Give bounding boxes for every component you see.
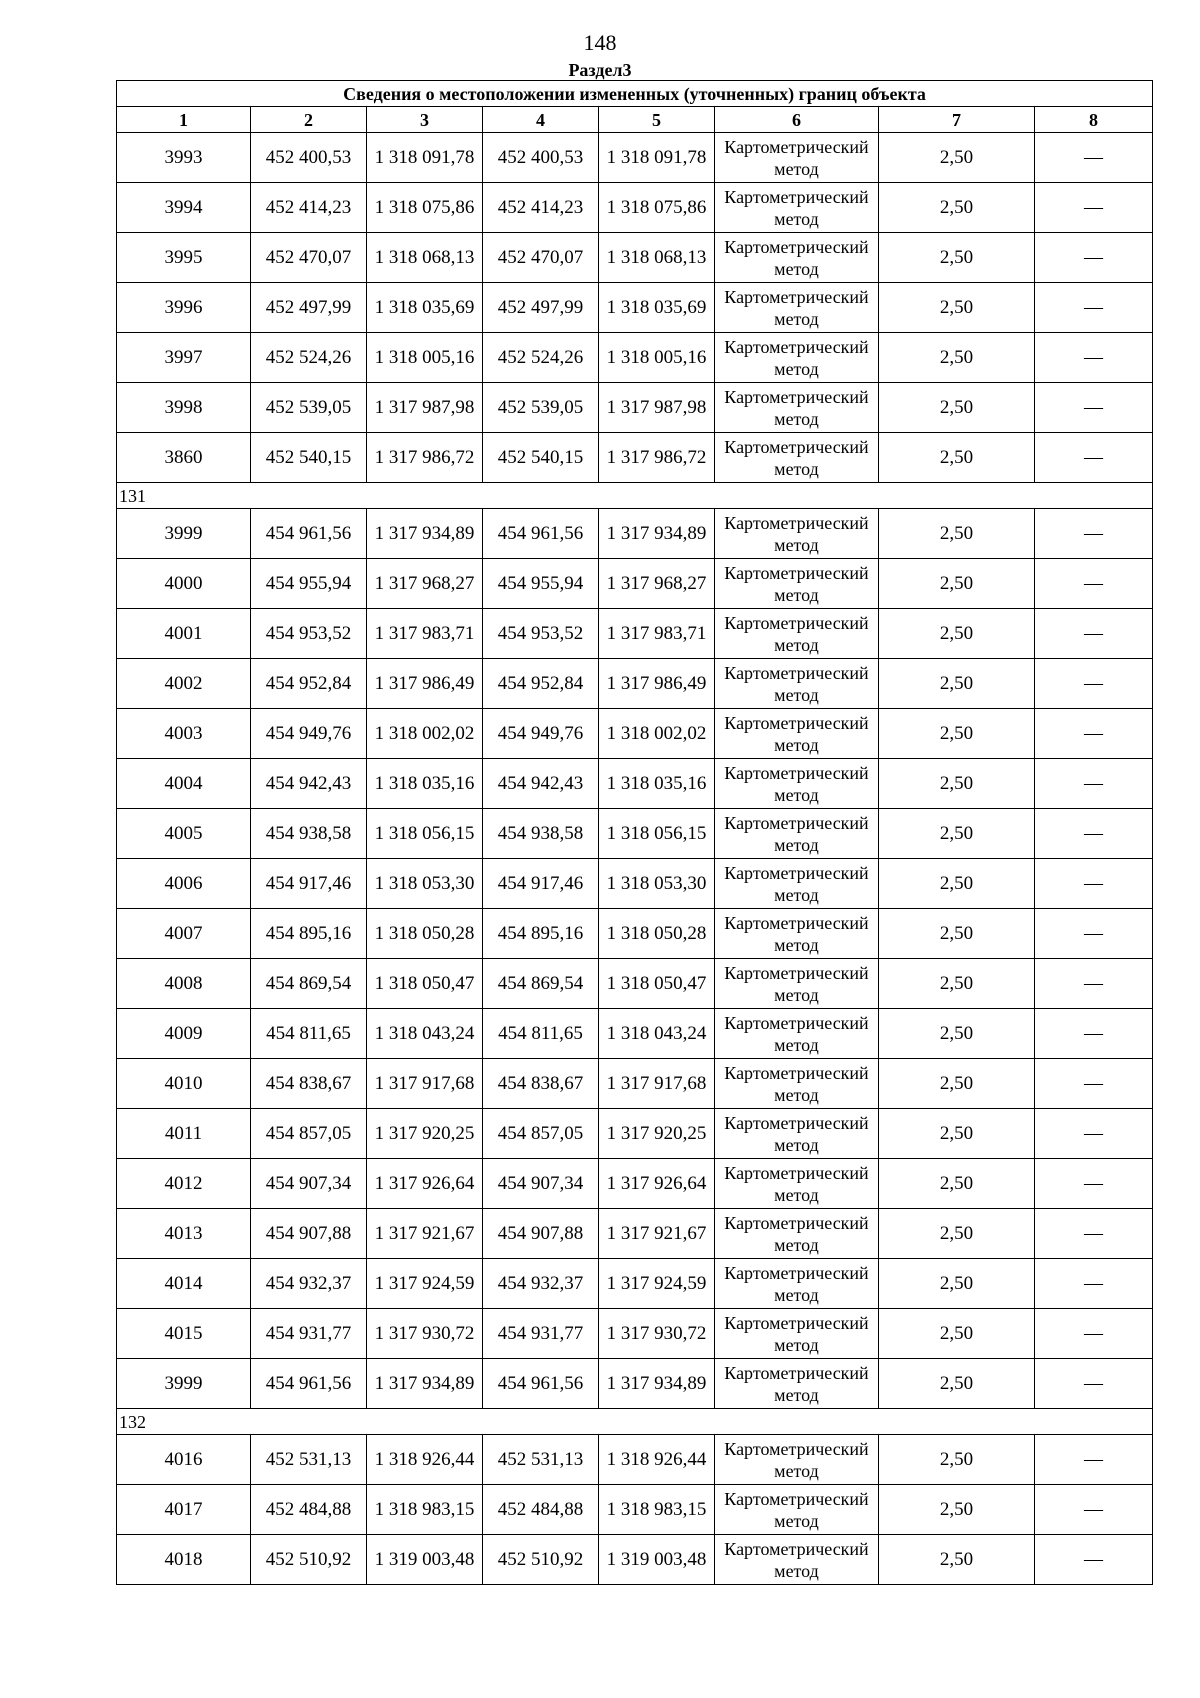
y-coordinate-new: 1 318 002,02 xyxy=(599,709,715,759)
column-number: 1 xyxy=(117,107,251,133)
table-row xyxy=(117,1535,1153,1585)
y-coordinate-old: 1 318 983,15 xyxy=(367,1485,483,1535)
y-coordinate-new: 1 317 930,72 xyxy=(599,1309,715,1359)
accuracy: 2,50 xyxy=(879,383,1035,433)
y-coordinate-new: 1 317 917,68 xyxy=(599,1059,715,1109)
x-coordinate-new: 452 400,53 xyxy=(483,133,599,183)
x-coordinate-old: 454 953,52 xyxy=(251,609,367,659)
y-coordinate-new: 1 317 934,89 xyxy=(599,1359,715,1409)
table-row xyxy=(117,1359,1153,1409)
point-number: 3999 xyxy=(117,509,251,559)
accuracy: 2,50 xyxy=(879,959,1035,1009)
y-coordinate-new: 1 318 053,30 xyxy=(599,859,715,909)
y-coordinate-old: 1 317 986,49 xyxy=(367,659,483,709)
contour-group-row xyxy=(117,483,1153,509)
y-coordinate-old: 1 317 930,72 xyxy=(367,1309,483,1359)
x-coordinate-new: 452 497,99 xyxy=(483,283,599,333)
point-number: 4000 xyxy=(117,559,251,609)
x-coordinate-new: 452 470,07 xyxy=(483,233,599,283)
table-row xyxy=(117,909,1153,959)
y-coordinate-new: 1 317 983,71 xyxy=(599,609,715,659)
y-coordinate-new: 1 318 075,86 xyxy=(599,183,715,233)
x-coordinate-new: 452 540,15 xyxy=(483,433,599,483)
y-coordinate-new: 1 317 921,67 xyxy=(599,1209,715,1259)
accuracy: 2,50 xyxy=(879,709,1035,759)
x-coordinate-old: 454 907,34 xyxy=(251,1159,367,1209)
x-coordinate-old: 454 838,67 xyxy=(251,1059,367,1109)
description: — xyxy=(1035,183,1153,233)
x-coordinate-old: 454 949,76 xyxy=(251,709,367,759)
accuracy: 2,50 xyxy=(879,233,1035,283)
description: — xyxy=(1035,1435,1153,1485)
table-row xyxy=(117,859,1153,909)
y-coordinate-old: 1 317 968,27 xyxy=(367,559,483,609)
table-row xyxy=(117,609,1153,659)
accuracy: 2,50 xyxy=(879,333,1035,383)
y-coordinate-new: 1 317 926,64 xyxy=(599,1159,715,1209)
description: — xyxy=(1035,509,1153,559)
x-coordinate-new: 452 524,26 xyxy=(483,333,599,383)
accuracy: 2,50 xyxy=(879,609,1035,659)
point-number: 4010 xyxy=(117,1059,251,1109)
point-number: 3994 xyxy=(117,183,251,233)
y-coordinate-new: 1 318 050,47 xyxy=(599,959,715,1009)
x-coordinate-new: 454 869,54 xyxy=(483,959,599,1009)
point-number: 3997 xyxy=(117,333,251,383)
y-coordinate-old: 1 318 926,44 xyxy=(367,1435,483,1485)
accuracy: 2,50 xyxy=(879,759,1035,809)
y-coordinate-new: 1 317 924,59 xyxy=(599,1259,715,1309)
point-number: 4016 xyxy=(117,1435,251,1485)
description: — xyxy=(1035,1535,1153,1585)
point-number: 4014 xyxy=(117,1259,251,1309)
x-coordinate-old: 452 414,23 xyxy=(251,183,367,233)
y-coordinate-new: 1 318 035,16 xyxy=(599,759,715,809)
table-caption: Сведения о местоположении измененных (уточненных) границ объекта xyxy=(117,81,1153,107)
point-number: 4017 xyxy=(117,1485,251,1535)
method: Картометрический метод xyxy=(715,433,879,483)
x-coordinate-old: 454 955,94 xyxy=(251,559,367,609)
column-number: 6 xyxy=(715,107,879,133)
point-number: 4015 xyxy=(117,1309,251,1359)
point-number: 4018 xyxy=(117,1535,251,1585)
point-number: 3995 xyxy=(117,233,251,283)
column-number: 2 xyxy=(251,107,367,133)
y-coordinate-old: 1 317 920,25 xyxy=(367,1109,483,1159)
accuracy: 2,50 xyxy=(879,1209,1035,1259)
x-coordinate-new: 454 907,34 xyxy=(483,1159,599,1209)
description: — xyxy=(1035,659,1153,709)
accuracy: 2,50 xyxy=(879,809,1035,859)
point-number: 4013 xyxy=(117,1209,251,1259)
y-coordinate-old: 1 318 050,47 xyxy=(367,959,483,1009)
table-row xyxy=(117,1159,1153,1209)
description: — xyxy=(1035,809,1153,859)
y-coordinate-new: 1 317 986,49 xyxy=(599,659,715,709)
table-row xyxy=(117,1259,1153,1309)
method: Картометрический метод xyxy=(715,1159,879,1209)
table-row xyxy=(117,809,1153,859)
y-coordinate-new: 1 318 050,28 xyxy=(599,909,715,959)
column-number: 7 xyxy=(879,107,1035,133)
table-row xyxy=(117,759,1153,809)
x-coordinate-old: 454 907,88 xyxy=(251,1209,367,1259)
table-row xyxy=(117,1109,1153,1159)
method: Картометрический метод xyxy=(715,1059,879,1109)
table-row xyxy=(117,1485,1153,1535)
y-coordinate-new: 1 319 003,48 xyxy=(599,1535,715,1585)
x-coordinate-new: 454 955,94 xyxy=(483,559,599,609)
x-coordinate-old: 454 931,77 xyxy=(251,1309,367,1359)
description: — xyxy=(1035,959,1153,1009)
description: — xyxy=(1035,233,1153,283)
table-row xyxy=(117,383,1153,433)
description: — xyxy=(1035,1109,1153,1159)
table-row xyxy=(117,333,1153,383)
point-number: 3996 xyxy=(117,283,251,333)
x-coordinate-old: 452 497,99 xyxy=(251,283,367,333)
accuracy: 2,50 xyxy=(879,509,1035,559)
table-row xyxy=(117,1209,1153,1259)
x-coordinate-old: 452 484,88 xyxy=(251,1485,367,1535)
point-number: 4011 xyxy=(117,1109,251,1159)
y-coordinate-new: 1 318 926,44 xyxy=(599,1435,715,1485)
y-coordinate-new: 1 317 934,89 xyxy=(599,509,715,559)
x-coordinate-new: 454 938,58 xyxy=(483,809,599,859)
accuracy: 2,50 xyxy=(879,1009,1035,1059)
description: — xyxy=(1035,1359,1153,1409)
accuracy: 2,50 xyxy=(879,133,1035,183)
y-coordinate-old: 1 318 056,15 xyxy=(367,809,483,859)
y-coordinate-old: 1 318 053,30 xyxy=(367,859,483,909)
x-coordinate-new: 454 907,88 xyxy=(483,1209,599,1259)
method: Картометрический метод xyxy=(715,233,879,283)
x-coordinate-new: 452 510,92 xyxy=(483,1535,599,1585)
accuracy: 2,50 xyxy=(879,1059,1035,1109)
point-number: 4008 xyxy=(117,959,251,1009)
table-row xyxy=(117,509,1153,559)
y-coordinate-old: 1 318 002,02 xyxy=(367,709,483,759)
y-coordinate-new: 1 317 920,25 xyxy=(599,1109,715,1159)
y-coordinate-new: 1 318 005,16 xyxy=(599,333,715,383)
point-number: 4003 xyxy=(117,709,251,759)
description: — xyxy=(1035,709,1153,759)
x-coordinate-new: 454 895,16 xyxy=(483,909,599,959)
point-number: 3999 xyxy=(117,1359,251,1409)
method: Картометрический метод xyxy=(715,659,879,709)
description: — xyxy=(1035,1059,1153,1109)
method: Картометрический метод xyxy=(715,1435,879,1485)
accuracy: 2,50 xyxy=(879,1359,1035,1409)
x-coordinate-new: 454 838,67 xyxy=(483,1059,599,1109)
coordinates-table xyxy=(116,80,1153,1585)
x-coordinate-old: 454 932,37 xyxy=(251,1259,367,1309)
y-coordinate-old: 1 317 934,89 xyxy=(367,509,483,559)
accuracy: 2,50 xyxy=(879,1435,1035,1485)
point-number: 3993 xyxy=(117,133,251,183)
y-coordinate-old: 1 317 921,67 xyxy=(367,1209,483,1259)
y-coordinate-old: 1 317 983,71 xyxy=(367,609,483,659)
table-row xyxy=(117,233,1153,283)
y-coordinate-new: 1 318 068,13 xyxy=(599,233,715,283)
x-coordinate-new: 452 531,13 xyxy=(483,1435,599,1485)
y-coordinate-old: 1 318 035,69 xyxy=(367,283,483,333)
point-number: 4009 xyxy=(117,1009,251,1059)
x-coordinate-old: 452 540,15 xyxy=(251,433,367,483)
method: Картометрический метод xyxy=(715,759,879,809)
y-coordinate-old: 1 317 987,98 xyxy=(367,383,483,433)
x-coordinate-old: 454 961,56 xyxy=(251,1359,367,1409)
y-coordinate-new: 1 318 056,15 xyxy=(599,809,715,859)
x-coordinate-new: 454 961,56 xyxy=(483,509,599,559)
y-coordinate-old: 1 317 924,59 xyxy=(367,1259,483,1309)
method: Картометрический метод xyxy=(715,133,879,183)
table-row xyxy=(117,659,1153,709)
y-coordinate-new: 1 318 035,69 xyxy=(599,283,715,333)
table-row xyxy=(117,183,1153,233)
section-title: Раздел3 xyxy=(568,60,632,80)
x-coordinate-old: 452 510,92 xyxy=(251,1535,367,1585)
description: — xyxy=(1035,283,1153,333)
method: Картометрический метод xyxy=(715,1009,879,1059)
accuracy: 2,50 xyxy=(879,1259,1035,1309)
y-coordinate-old: 1 317 986,72 xyxy=(367,433,483,483)
table-body xyxy=(117,81,1153,1585)
x-coordinate-old: 452 531,13 xyxy=(251,1435,367,1485)
table-caption-row xyxy=(117,81,1153,107)
method: Картометрический метод xyxy=(715,1309,879,1359)
method: Картометрический метод xyxy=(715,283,879,333)
column-number: 5 xyxy=(599,107,715,133)
table-row xyxy=(117,709,1153,759)
method: Картометрический метод xyxy=(715,183,879,233)
accuracy: 2,50 xyxy=(879,1485,1035,1535)
point-number: 4007 xyxy=(117,909,251,959)
method: Картометрический метод xyxy=(715,859,879,909)
description: — xyxy=(1035,1209,1153,1259)
y-coordinate-old: 1 317 917,68 xyxy=(367,1059,483,1109)
x-coordinate-new: 452 414,23 xyxy=(483,183,599,233)
column-number: 8 xyxy=(1035,107,1153,133)
accuracy: 2,50 xyxy=(879,659,1035,709)
description: — xyxy=(1035,1009,1153,1059)
description: — xyxy=(1035,433,1153,483)
table-row xyxy=(117,433,1153,483)
table-row xyxy=(117,1059,1153,1109)
x-coordinate-new: 454 931,77 xyxy=(483,1309,599,1359)
description: — xyxy=(1035,1259,1153,1309)
method: Картометрический метод xyxy=(715,609,879,659)
x-coordinate-old: 454 857,05 xyxy=(251,1109,367,1159)
y-coordinate-old: 1 318 075,86 xyxy=(367,183,483,233)
x-coordinate-new: 454 932,37 xyxy=(483,1259,599,1309)
point-number: 4012 xyxy=(117,1159,251,1209)
x-coordinate-old: 452 524,26 xyxy=(251,333,367,383)
point-number: 4006 xyxy=(117,859,251,909)
method: Картометрический метод xyxy=(715,1209,879,1259)
description: — xyxy=(1035,559,1153,609)
description: — xyxy=(1035,1309,1153,1359)
method: Картометрический метод xyxy=(715,1109,879,1159)
accuracy: 2,50 xyxy=(879,859,1035,909)
x-coordinate-new: 454 942,43 xyxy=(483,759,599,809)
y-coordinate-old: 1 317 934,89 xyxy=(367,1359,483,1409)
table-row xyxy=(117,959,1153,1009)
method: Картометрический метод xyxy=(715,559,879,609)
x-coordinate-new: 452 484,88 xyxy=(483,1485,599,1535)
y-coordinate-new: 1 318 091,78 xyxy=(599,133,715,183)
point-number: 4004 xyxy=(117,759,251,809)
accuracy: 2,50 xyxy=(879,559,1035,609)
accuracy: 2,50 xyxy=(879,1159,1035,1209)
description: — xyxy=(1035,333,1153,383)
description: — xyxy=(1035,609,1153,659)
method: Картометрический метод xyxy=(715,1535,879,1585)
contour-number: 131 xyxy=(117,483,1153,509)
y-coordinate-old: 1 318 005,16 xyxy=(367,333,483,383)
x-coordinate-new: 454 953,52 xyxy=(483,609,599,659)
method: Картометрический метод xyxy=(715,383,879,433)
method: Картометрический метод xyxy=(715,1485,879,1535)
y-coordinate-new: 1 318 043,24 xyxy=(599,1009,715,1059)
accuracy: 2,50 xyxy=(879,283,1035,333)
column-number: 4 xyxy=(483,107,599,133)
description: — xyxy=(1035,383,1153,433)
x-coordinate-new: 454 857,05 xyxy=(483,1109,599,1159)
method: Картометрический метод xyxy=(715,333,879,383)
x-coordinate-new: 454 952,84 xyxy=(483,659,599,709)
table-row xyxy=(117,1309,1153,1359)
x-coordinate-old: 454 895,16 xyxy=(251,909,367,959)
y-coordinate-old: 1 318 050,28 xyxy=(367,909,483,959)
accuracy: 2,50 xyxy=(879,1535,1035,1585)
y-coordinate-new: 1 317 986,72 xyxy=(599,433,715,483)
accuracy: 2,50 xyxy=(879,1109,1035,1159)
point-number: 3860 xyxy=(117,433,251,483)
point-number: 4002 xyxy=(117,659,251,709)
description: — xyxy=(1035,1159,1153,1209)
x-coordinate-new: 454 917,46 xyxy=(483,859,599,909)
table-row xyxy=(117,133,1153,183)
method: Картометрический метод xyxy=(715,509,879,559)
y-coordinate-old: 1 318 068,13 xyxy=(367,233,483,283)
description: — xyxy=(1035,1485,1153,1535)
point-number: 3998 xyxy=(117,383,251,433)
contour-group-row xyxy=(117,1409,1153,1435)
y-coordinate-new: 1 317 987,98 xyxy=(599,383,715,433)
accuracy: 2,50 xyxy=(879,433,1035,483)
x-coordinate-old: 454 869,54 xyxy=(251,959,367,1009)
table-row xyxy=(117,1009,1153,1059)
accuracy: 2,50 xyxy=(879,183,1035,233)
column-number-row xyxy=(117,107,1153,133)
x-coordinate-old: 454 938,58 xyxy=(251,809,367,859)
column-number: 3 xyxy=(367,107,483,133)
accuracy: 2,50 xyxy=(879,909,1035,959)
contour-number: 132 xyxy=(117,1409,1153,1435)
table-row xyxy=(117,559,1153,609)
x-coordinate-old: 454 811,65 xyxy=(251,1009,367,1059)
x-coordinate-old: 454 942,43 xyxy=(251,759,367,809)
x-coordinate-old: 454 961,56 xyxy=(251,509,367,559)
page-number: 148 xyxy=(583,30,617,55)
table-row xyxy=(117,1435,1153,1485)
x-coordinate-new: 454 949,76 xyxy=(483,709,599,759)
y-coordinate-old: 1 318 043,24 xyxy=(367,1009,483,1059)
x-coordinate-new: 454 961,56 xyxy=(483,1359,599,1409)
accuracy: 2,50 xyxy=(879,1309,1035,1359)
table-row xyxy=(117,283,1153,333)
method: Картометрический метод xyxy=(715,959,879,1009)
x-coordinate-new: 452 539,05 xyxy=(483,383,599,433)
method: Картометрический метод xyxy=(715,909,879,959)
point-number: 4001 xyxy=(117,609,251,659)
x-coordinate-old: 454 952,84 xyxy=(251,659,367,709)
y-coordinate-old: 1 319 003,48 xyxy=(367,1535,483,1585)
y-coordinate-old: 1 317 926,64 xyxy=(367,1159,483,1209)
x-coordinate-new: 454 811,65 xyxy=(483,1009,599,1059)
point-number: 4005 xyxy=(117,809,251,859)
description: — xyxy=(1035,859,1153,909)
method: Картометрический метод xyxy=(715,709,879,759)
y-coordinate-new: 1 318 983,15 xyxy=(599,1485,715,1535)
y-coordinate-old: 1 318 091,78 xyxy=(367,133,483,183)
method: Картометрический метод xyxy=(715,809,879,859)
x-coordinate-old: 452 400,53 xyxy=(251,133,367,183)
method: Картометрический метод xyxy=(715,1359,879,1409)
method: Картометрический метод xyxy=(715,1259,879,1309)
description: — xyxy=(1035,759,1153,809)
description: — xyxy=(1035,133,1153,183)
x-coordinate-old: 452 470,07 xyxy=(251,233,367,283)
y-coordinate-new: 1 317 968,27 xyxy=(599,559,715,609)
x-coordinate-old: 452 539,05 xyxy=(251,383,367,433)
x-coordinate-old: 454 917,46 xyxy=(251,859,367,909)
y-coordinate-old: 1 318 035,16 xyxy=(367,759,483,809)
description: — xyxy=(1035,909,1153,959)
